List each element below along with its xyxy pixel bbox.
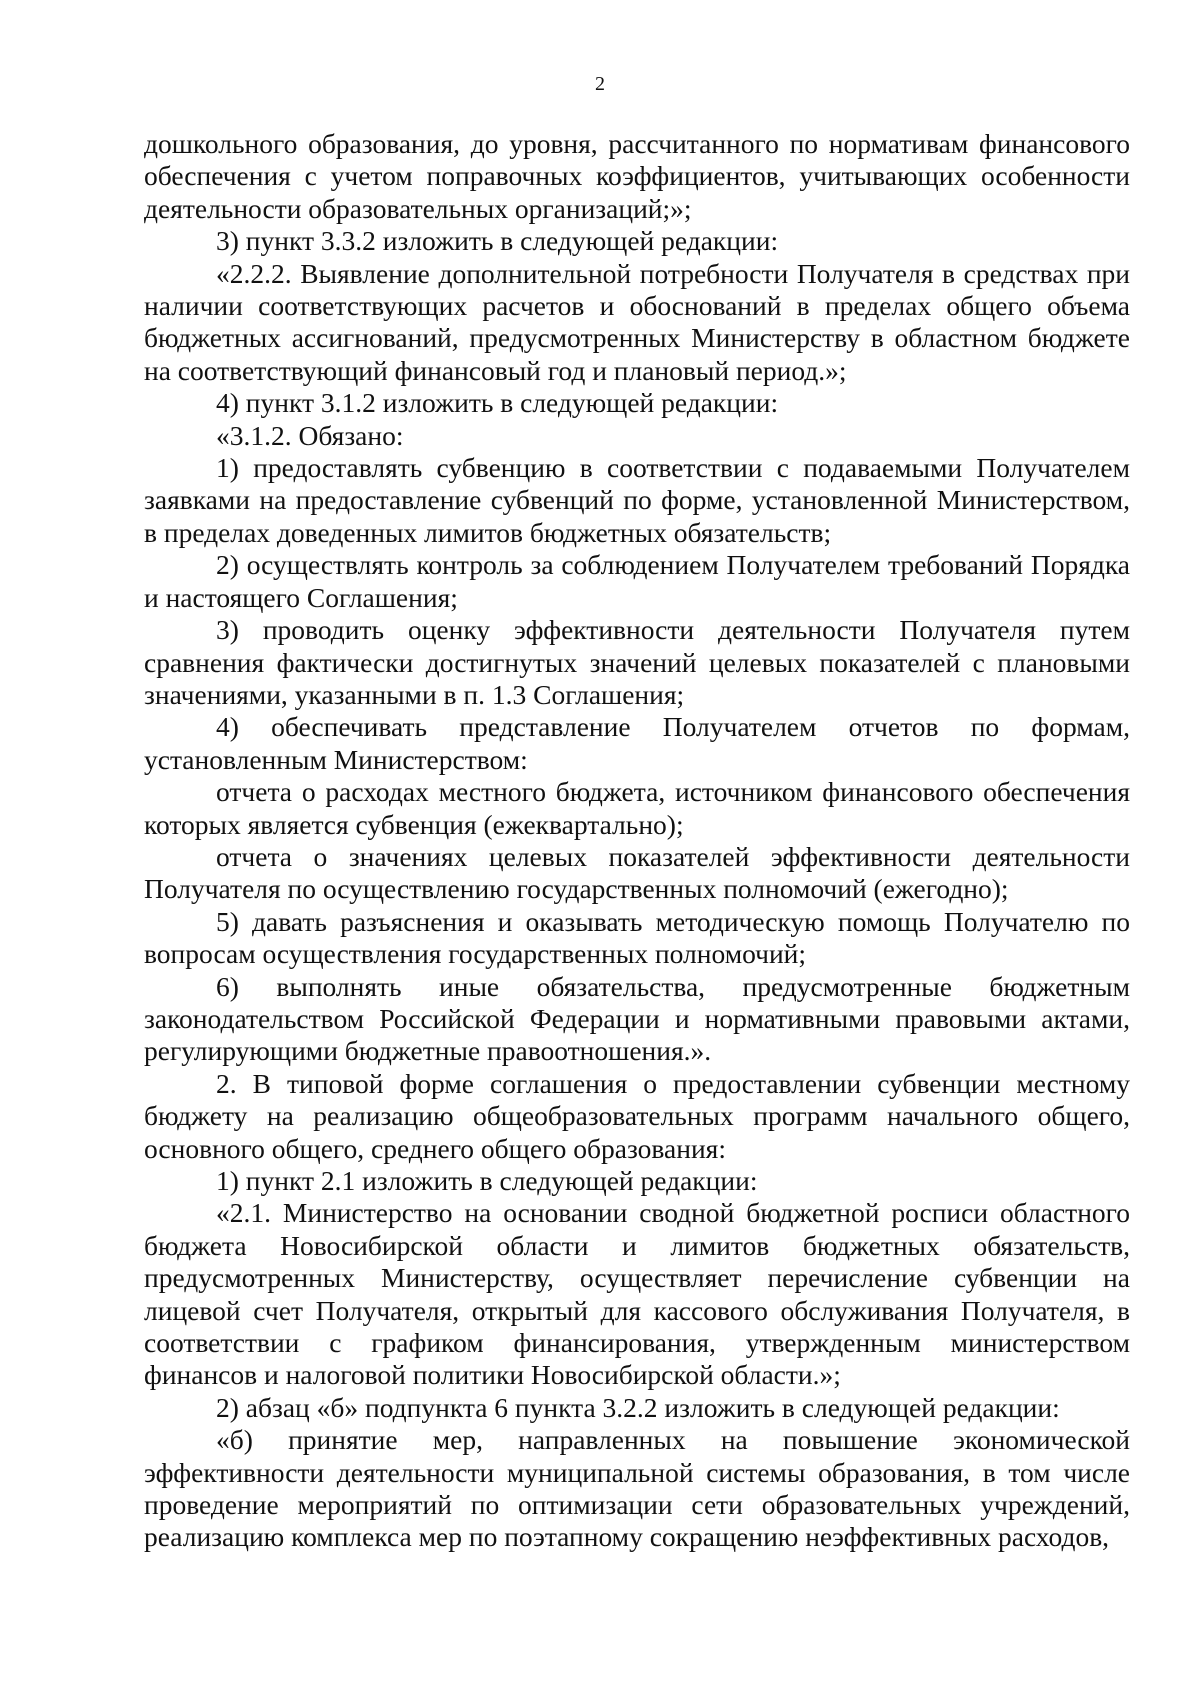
paragraph: дошкольного образования, до уровня, рассчитанного по нормативам финансового обеспечения с учетом поправочных коэффициентов, учитывающих особенности деятельности образовательных организаций;»; xyxy=(144,128,1130,224)
paragraph: «3.1.2. Обязано: xyxy=(216,419,404,451)
document-body xyxy=(144,128,1130,1554)
paragraph: 2. В типовой форме соглашения о предоставлении субвенции местному бюджету на реализацию общеобразовательных программ начального общего, основного общего, среднего общего образования: xyxy=(144,1067,1130,1164)
paragraph: «б) принятие мер, направленных на повышение экономической эффективности деятельности муниципальной системы образования, в том числе проведение мероприятий по оптимизации сети образовательных учреждений, реализацию комплекса мер по поэтапному сокращению неэффективных расходов, xyxy=(144,1424,1130,1553)
page-number: 2 xyxy=(595,73,605,95)
paragraph: 4) пункт 3.1.2 изложить в следующей редакции: xyxy=(216,387,779,419)
paragraph: «2.2.2. Выявление дополнительной потребности Получателя в средствах при наличии соответствующих расчетов и обоснований в пределах общего объема бюджетных ассигнований, предусмотренных Министерству в областном бюджете на соответствующий финансовый год и плановый период.»; xyxy=(144,257,1130,386)
paragraph: 1) предоставлять субвенцию в соответствии с подаваемыми Получателем заявками на предоставление субвенций по форме, установленной Министерством, в пределах доведенных лимитов бюджетных обязательств; xyxy=(144,452,1130,548)
paragraph: отчета о расходах местного бюджета, источником финансового обеспечения которых является субвенция (ежеквартально); xyxy=(144,776,1130,840)
paragraph: 1) пункт 2.1 изложить в следующей редакции: xyxy=(216,1165,758,1196)
paragraph: 2) абзац «б» подпункта 6 пункта 3.2.2 изложить в следующей редакции: xyxy=(216,1391,1060,1423)
paragraph: 5) давать разъяснения и оказывать методическую помощь Получателю по вопросам осуществления государственных полномочий; xyxy=(144,905,1130,970)
paragraph: 2) осуществлять контроль за соблюдением Получателем требований Порядка и настоящего Соглашения; xyxy=(144,549,1130,613)
paragraph: «2.1. Министерство на основании сводной бюджетной росписи областного бюджета Новосибирской области и лимитов бюджетных обязательств, предусмотренных Министерству, осуществляет перечисление субвенции на лицевой счет Получателя, открытый для кассового обслуживания Получателя, в соответствии с графиком финансирования, утвержденным министерством финансов и налоговой политики Новосибирской области.»; xyxy=(144,1197,1130,1391)
paragraph: 3) пункт 3.3.2 изложить в следующей редакции: xyxy=(216,225,779,257)
paragraph: 3) проводить оценку эффективности деятельности Получателя путем сравнения фактически достигнутых значений целевых показателей с плановыми значениями, указанными в п. 1.3 Соглашения; xyxy=(144,614,1130,710)
paragraph: 4) обеспечивать представление Получателем отчетов по формам, установленным Министерством: xyxy=(144,711,1130,775)
paragraph: отчета о значениях целевых показателей эффективности деятельности Получателя по осуществлению государственных полномочий (ежегодно); xyxy=(144,840,1130,905)
paragraph: 6) выполнять иные обязательства, предусмотренные бюджетным законодательством Российской Федерации и нормативными правовыми актами, регулирующими бюджетные правоотношения.». xyxy=(144,970,1130,1067)
